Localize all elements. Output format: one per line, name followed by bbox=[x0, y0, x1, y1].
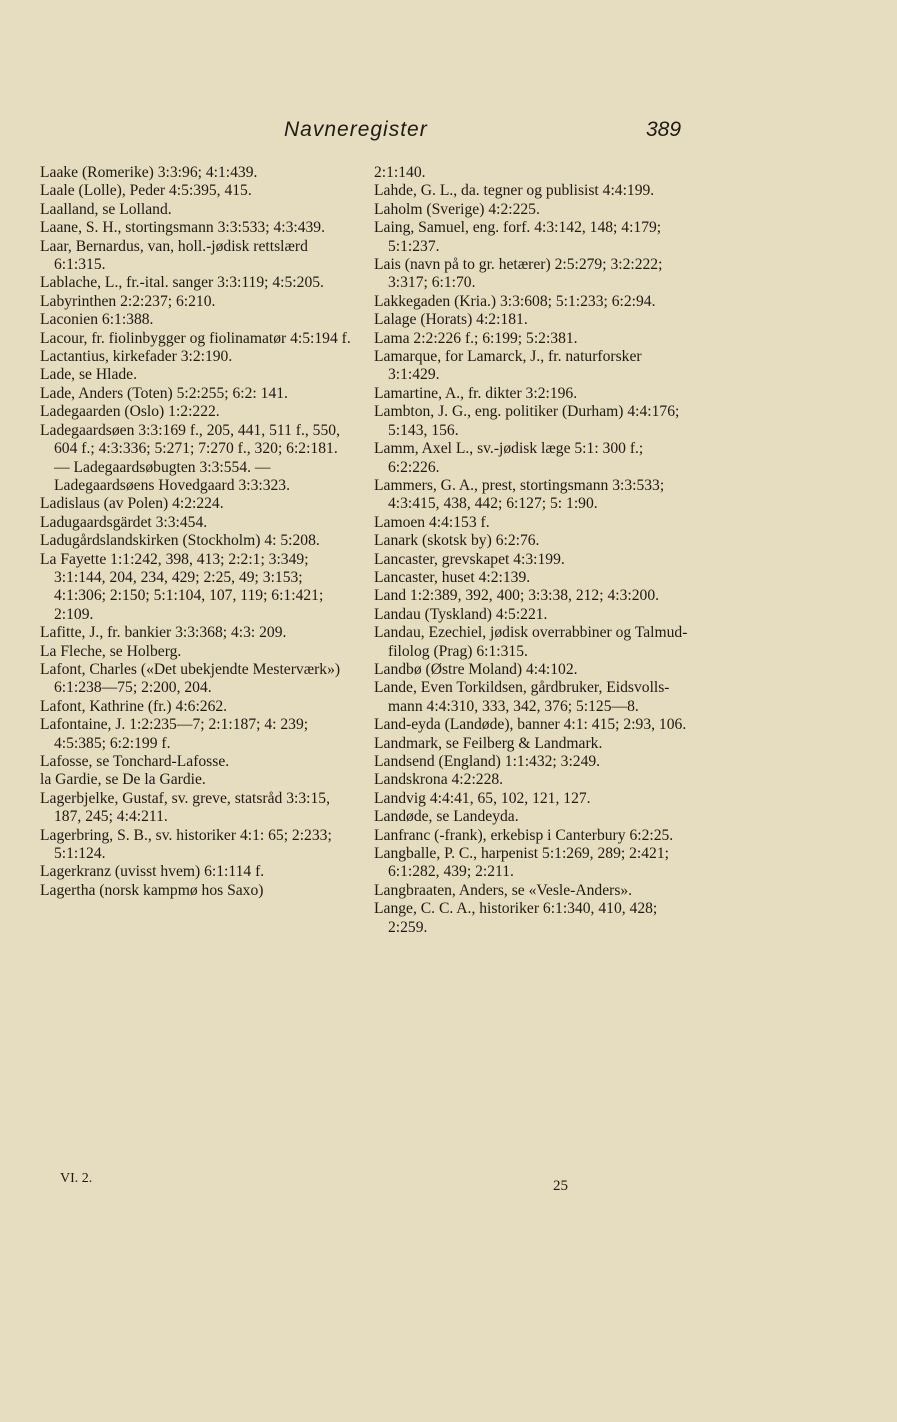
index-entry: Lafontaine, J. 1:2:235—7; 2:1:187; 4: 239; 4:5:385; 6:2:199 f. bbox=[40, 716, 309, 752]
index-entry: Land 1:2:389, 392, 400; 3:3:38, 212; 4:3:200. bbox=[374, 587, 660, 605]
index-entry: Lalage (Horats) 4:2:181. bbox=[374, 311, 528, 329]
index-entry: Lamoen 4:4:153 f. bbox=[374, 513, 490, 531]
index-entry: La Fleche, se Holberg. bbox=[40, 642, 182, 660]
index-entry: Ladegaardsøen 3:3:169 f., 205, 441, 511 f., 550, 604 f.; 4:3:336; 5:271; 7:270 f., 320; 6:2:181. — Ladegaardsøbugten 3:3:554. — Ladegaardsøens Hovedgaard 3:3:323. bbox=[40, 421, 340, 494]
index-entry: Lacour, fr. fiolinbygger og fiolinamatør 4:5:194 f. bbox=[40, 329, 351, 347]
index-entry: Ladugaardsgärdet 3:3:454. bbox=[40, 513, 208, 531]
index-entry: Laale (Lolle), Peder 4:5:395, 415. bbox=[40, 182, 252, 200]
index-entry: Landsend (England) 1:1:432; 3:249. bbox=[374, 753, 601, 770]
index-entry: Lancaster, huset 4:2:139. bbox=[374, 568, 531, 586]
index-entry: Lancaster, grevskapet 4:3:199. bbox=[374, 550, 565, 568]
index-entry: Lade, se Hlade. bbox=[40, 366, 137, 384]
index-entry: Lafitte, J., fr. bankier 3:3:368; 4:3: 209. bbox=[40, 624, 287, 642]
index-entry: Lablache, L., fr.-ital. sanger 3:3:119; 4:5:205. bbox=[40, 274, 324, 292]
index-entry: Landau, Ezechiel, jødisk overrabbiner og Talmud-filolog (Prag) 6:1:315. bbox=[374, 624, 688, 660]
index-entry: Landbø (Østre Moland) 4:4:102. bbox=[374, 660, 578, 678]
sheet-number: 25 bbox=[553, 1178, 568, 1194]
index-entry: Lanark (skotsk by) 6:2:76. bbox=[374, 532, 540, 550]
index-entry: Lactantius, kirkefader 3:2:190. bbox=[40, 348, 233, 366]
index-entry: Laar, Bernardus, van, holl.-jødisk rettslærd 6:1:315. bbox=[40, 237, 308, 274]
index-entry: Lafont, Kathrine (fr.) 4:6:262. bbox=[40, 697, 228, 715]
printer-signature: VI. 2. bbox=[60, 1171, 93, 1186]
index-entry: Lange, C. C. A., historiker 6:1:340, 410, 428; 2:259. bbox=[374, 900, 658, 936]
index-entry: Lakkegaden (Kria.) 3:3:608; 5:1:233; 6:2:94. bbox=[374, 292, 656, 310]
index-entry: Lanfranc (-frank), erkebisp i Canterbury 6:2:25. bbox=[374, 826, 674, 844]
index-entry: Lagerkranz (uvisst hvem) 6:1:114 f. bbox=[40, 863, 265, 881]
page-number: 389 bbox=[646, 118, 682, 141]
index-entry: Lamartine, A., fr. dikter 3:2:196. bbox=[374, 384, 578, 402]
index-entry: Landskrona 4:2:228. bbox=[374, 771, 504, 789]
index-entry: Lande, Even Torkildsen, gårdbruker, Eidsvolls-mann 4:4:310, 333, 342, 376; 5:125—8. bbox=[374, 679, 670, 715]
index-entry: Lahde, G. L., da. tegner og publisist 4:4:199. bbox=[374, 182, 655, 200]
index-entry: Ladugårdslandskirken (Stockholm) 4: 5:208. bbox=[40, 532, 320, 550]
index-entry: Landvig 4:4:41, 65, 102, 121, 127. bbox=[374, 789, 591, 807]
index-entry: Lagerbring, S. B., sv. historiker 4:1: 65; 2:233; 5:1:124. bbox=[40, 826, 332, 863]
index-entry: Laholm (Sverige) 4:2:225. bbox=[374, 200, 540, 218]
index-entry: Landøde, se Landeyda. bbox=[374, 808, 519, 826]
index-entry: Lambton, J. G., eng. politiker (Durham) 4:4:176; 5:143, 156. bbox=[374, 403, 680, 439]
index-entry: Lade, Anders (Toten) 5:2:255; 6:2: 141. bbox=[40, 384, 288, 402]
index-entry: Laing, Samuel, eng. forf. 4:3:142, 148; 4:179; 5:1:237. bbox=[374, 219, 662, 255]
index-entry: Lafosse, se Tonchard-Lafosse. bbox=[40, 753, 230, 770]
index-entry: 2:1:140. bbox=[374, 164, 426, 181]
index-entry: Lama 2:2:226 f.; 6:199; 5:2:381. bbox=[374, 329, 578, 347]
index-entry: Land-eyda (Landøde), banner 4:1: 415; 2:93, 106. bbox=[374, 716, 687, 734]
index-entry: Ladislaus (av Polen) 4:2:224. bbox=[40, 495, 224, 513]
index-entry: Lais (navn på to gr. hetærer) 2:5:279; 3:2:222; 3:317; 6:1:70. bbox=[374, 256, 663, 292]
index-entry: Langballe, P. C., harpenist 5:1:269, 289; 2:421; 6:1:282, 439; 2:211. bbox=[374, 845, 669, 881]
index-entry: Langbraaten, Anders, se «Vesle-Anders». bbox=[374, 881, 633, 899]
index-entry: Lagertha (norsk kampmø hos Saxo) bbox=[40, 881, 264, 899]
index-entry: Lamm, Axel L., sv.-jødisk læge 5:1: 300 f.; 6:2:226. bbox=[374, 440, 644, 476]
index-entry: Lamarque, for Lamarck, J., fr. naturforsker 3:1:429. bbox=[374, 348, 642, 384]
index-entry: Lagerbjelke, Gustaf, sv. greve, statsråd 3:3:15, 187, 245; 4:4:211. bbox=[40, 789, 330, 826]
right-column bbox=[374, 164, 690, 937]
index-entry: Landmark, se Feilberg & Landmark. bbox=[374, 734, 603, 752]
index-entry: La Fayette 1:1:242, 398, 413; 2:2:1; 3:349; 3:1:144, 204, 234, 429; 2:25, 49; 3:153; 4:1:306; 2:150; 5:1:104, 107, 119; 6:1:421; 2:109. bbox=[40, 550, 324, 623]
index-entry: Laake (Romerike) 3:3:96; 4:1:439. bbox=[40, 164, 258, 181]
index-entry: Laalland, se Lolland. bbox=[40, 200, 172, 218]
index-entry: la Gardie, se De la Gardie. bbox=[40, 771, 206, 789]
index-entry: Lammers, G. A., prest, stortingsmann 3:3:533; 4:3:415, 438, 442; 6:127; 5: 1:90. bbox=[374, 476, 665, 513]
index-entry: Labyrinthen 2:2:237; 6:210. bbox=[40, 292, 216, 310]
index-entry: Ladegaarden (Oslo) 1:2:222. bbox=[40, 403, 220, 421]
left-column bbox=[40, 164, 356, 900]
index-entry: Landau (Tyskland) 4:5:221. bbox=[374, 605, 548, 623]
index-entry: Lafont, Charles («Det ubekjendte Mesterværk») 6:1:238—75; 2:200, 204. bbox=[40, 660, 341, 697]
index-entry: Laane, S. H., stortingsmann 3:3:533; 4:3:439. bbox=[40, 219, 325, 237]
page-title: Navneregister bbox=[284, 118, 428, 141]
index-entry: Laconien 6:1:388. bbox=[40, 311, 154, 329]
